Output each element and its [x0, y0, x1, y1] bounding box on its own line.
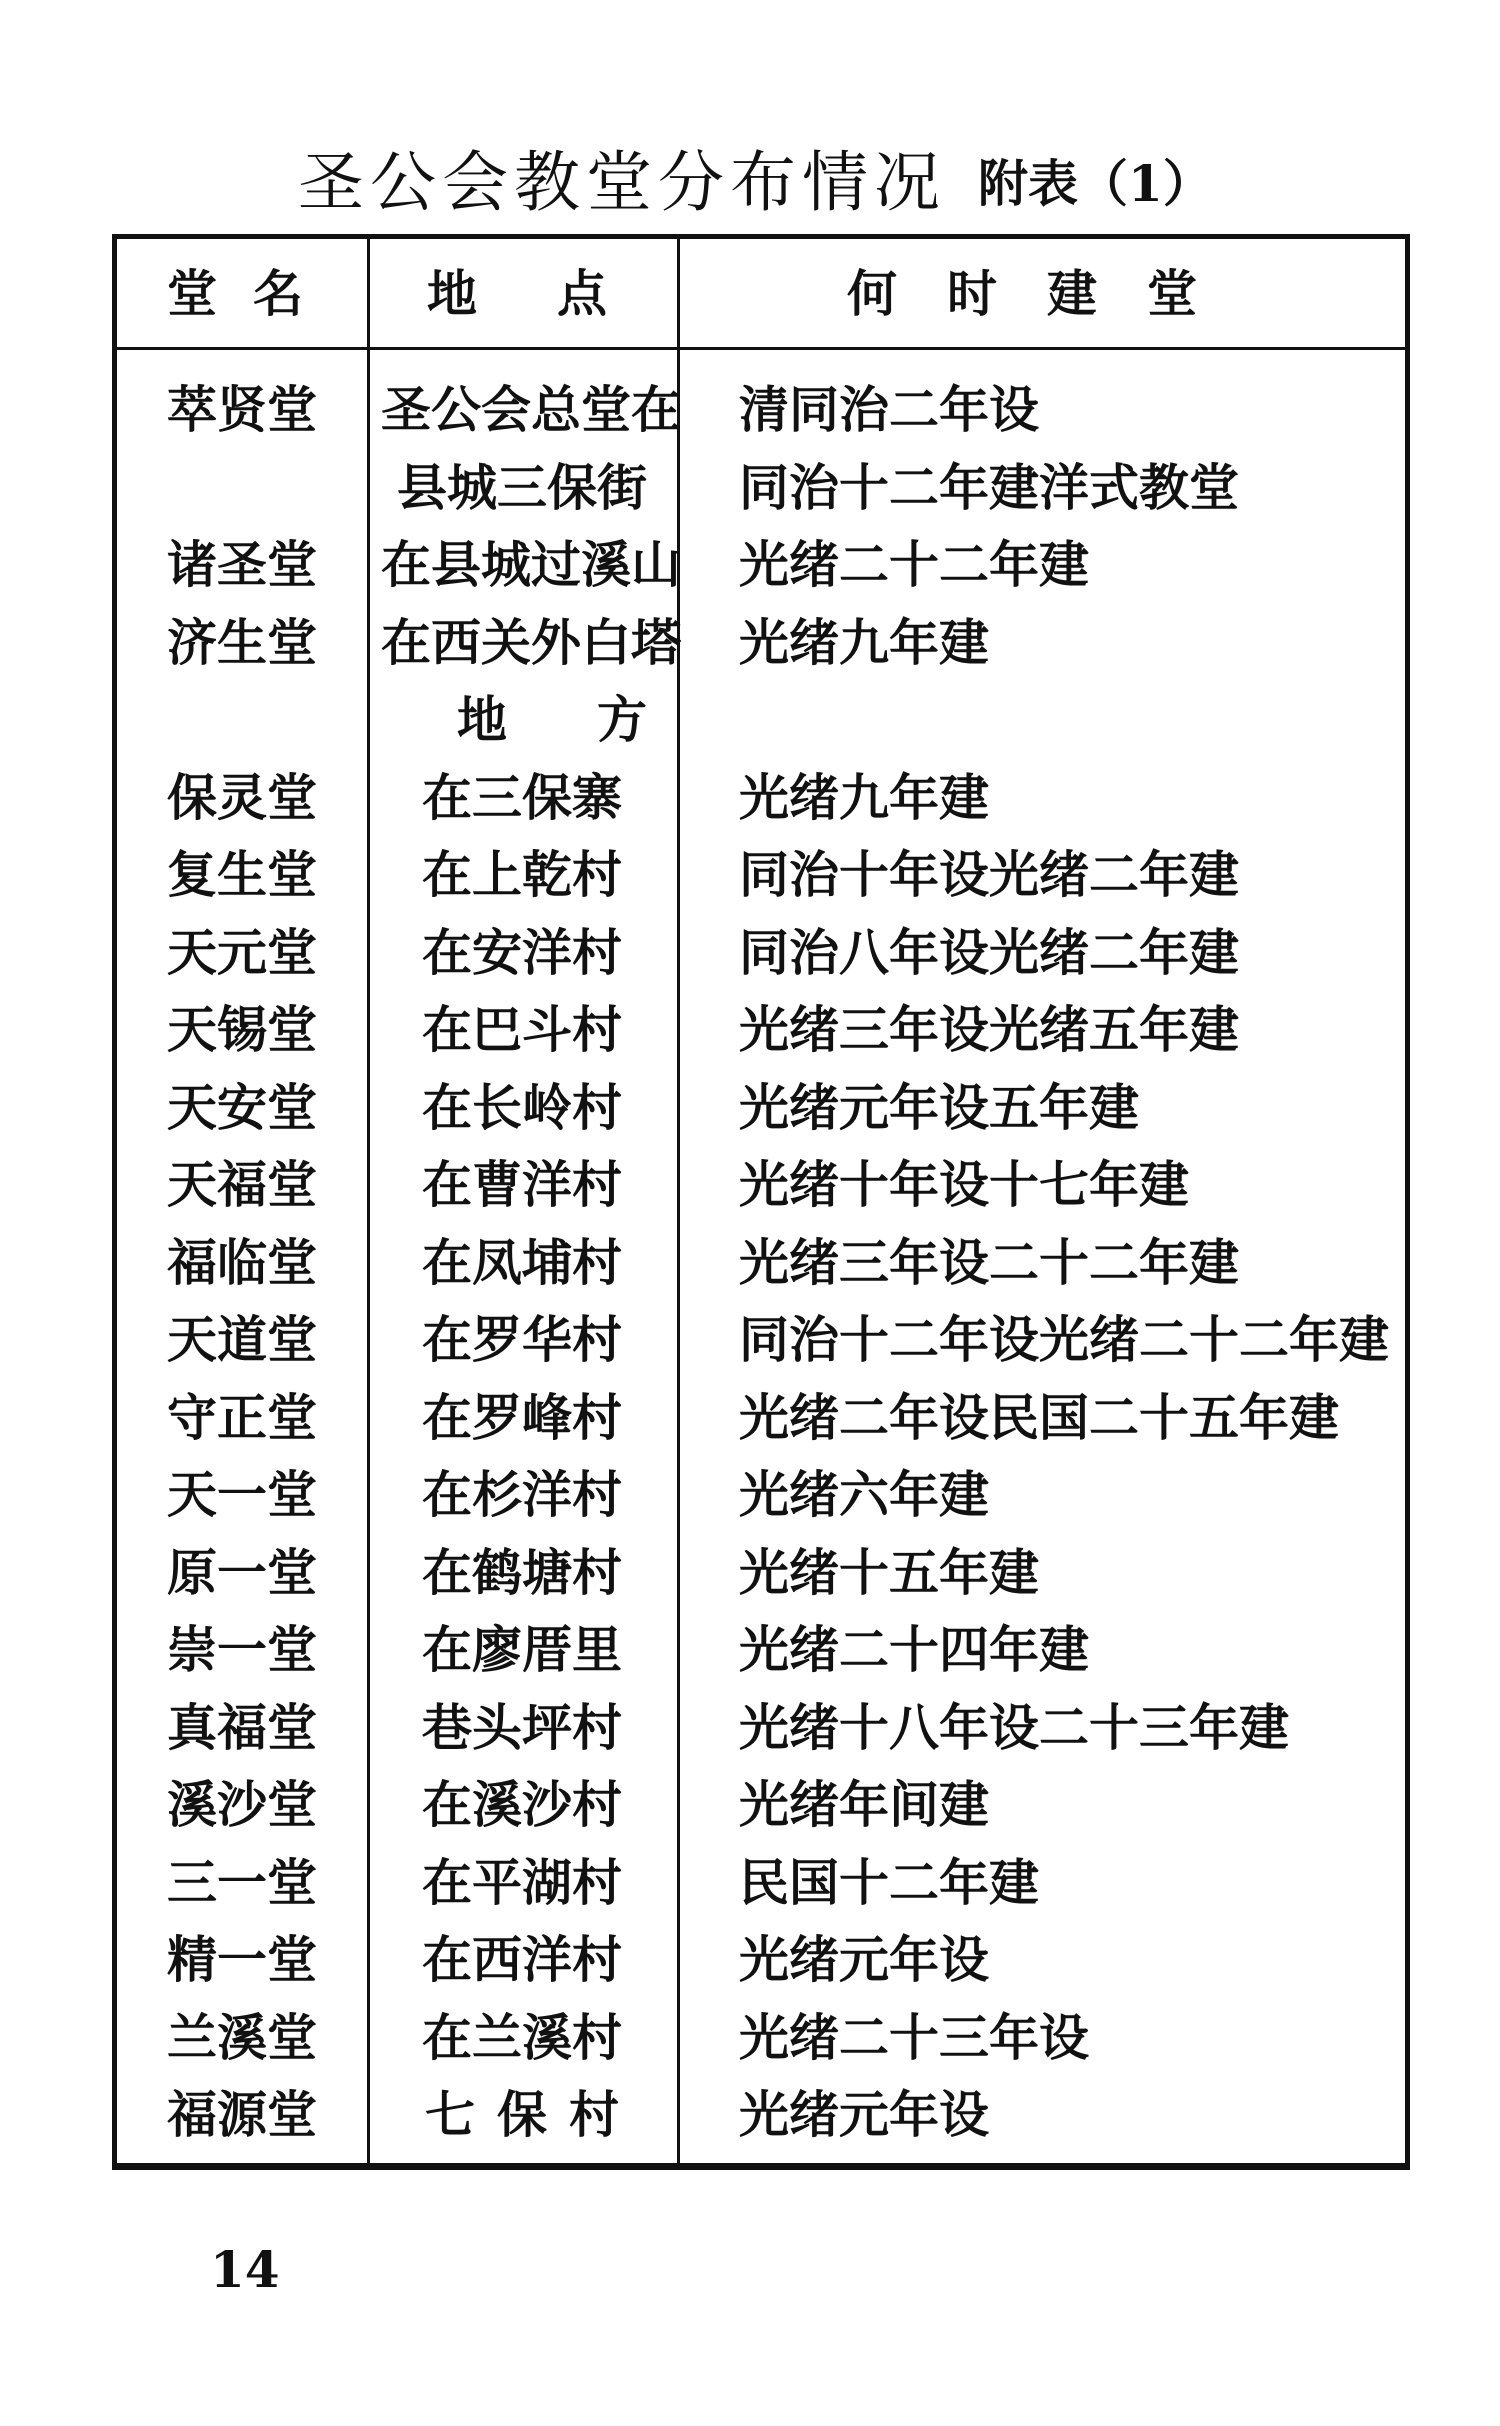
- table-row: [117, 604, 1405, 682]
- cell-name: 福源堂: [167, 2085, 317, 2144]
- cell-name: 三一堂: [167, 1852, 317, 1912]
- cell-location: 在县城过溪山: [381, 535, 681, 594]
- table-row: [117, 526, 1405, 604]
- table-label: 附表（1）: [978, 154, 1213, 213]
- cell-location: 在平湖村: [422, 1852, 622, 1912]
- cell-time: 光绪二十二年建: [739, 535, 1089, 594]
- column-header-name: 堂名: [167, 264, 339, 323]
- cell-location: 七保村: [425, 2085, 641, 2144]
- cell-name: 守正堂: [167, 1387, 317, 1447]
- table-row: [117, 1534, 1405, 1612]
- cell-name: 天道堂: [167, 1310, 317, 1369]
- table-row: [117, 371, 1405, 449]
- table-row: [117, 1224, 1405, 1302]
- cell-name: 天锡堂: [167, 1000, 317, 1059]
- cell-name: 溪沙堂: [167, 1775, 317, 1834]
- column-header-location: 地点: [427, 264, 687, 323]
- table-row: [117, 836, 1405, 914]
- title-area: [0, 138, 1500, 228]
- cell-name: 保灵堂: [167, 767, 317, 827]
- table-row: [117, 914, 1405, 992]
- cell-location: 地方: [457, 690, 737, 749]
- table-row: [117, 991, 1405, 1069]
- header-divider: [117, 347, 1405, 350]
- cell-time: 光绪三年设二十二年建: [739, 1232, 1239, 1292]
- cell-location: 县城三保街: [397, 457, 647, 517]
- cell-location: 巷头坪村: [422, 1697, 622, 1757]
- table-row: [117, 1689, 1405, 1767]
- cell-name: 萃贤堂: [167, 380, 317, 439]
- page-number: 14: [210, 2240, 280, 2299]
- church-table: [112, 234, 1410, 2170]
- table-row: [117, 1456, 1405, 1534]
- table-row: [117, 1069, 1405, 1147]
- cell-location: 在西关外白塔: [381, 612, 681, 672]
- cell-location: 在长岭村: [422, 1077, 622, 1137]
- table-row: [117, 759, 1405, 837]
- cell-location: 在杉洋村: [422, 1465, 622, 1524]
- cell-name: 天安堂: [167, 1077, 317, 1137]
- cell-location: 在罗华村: [422, 1310, 622, 1369]
- table-body: [117, 371, 1405, 2154]
- table-row: [117, 1146, 1405, 1224]
- cell-time: 光绪十年设十七年建: [739, 1155, 1189, 1214]
- cell-location: 圣公会总堂在: [381, 380, 681, 439]
- cell-name: 天福堂: [167, 1155, 317, 1214]
- cell-name: 天一堂: [167, 1465, 317, 1524]
- cell-time: 光绪十八年设二十三年建: [739, 1697, 1289, 1757]
- cell-location: 在西洋村: [422, 1930, 622, 1989]
- cell-location: 在溪沙村: [422, 1775, 622, 1834]
- cell-location: 在三保寨: [422, 767, 622, 827]
- cell-time: 清同治二年设: [739, 380, 1039, 439]
- cell-name: 天元堂: [167, 922, 317, 982]
- cell-time: 光绪九年建: [739, 612, 989, 672]
- table-row: [117, 1921, 1405, 1999]
- cell-time: 同治十年设光绪二年建: [739, 845, 1239, 904]
- cell-time: 光绪二十三年设: [739, 2007, 1089, 2067]
- cell-time: 同治十二年建洋式教堂: [739, 457, 1239, 517]
- cell-time: 光绪二年设民国二十五年建: [739, 1387, 1339, 1447]
- page-title: 圣公会教堂分布情况: [298, 144, 946, 221]
- cell-time: 光绪元年设: [739, 1930, 989, 1989]
- cell-time: 光绪二十四年建: [739, 1620, 1089, 1679]
- table-row: [117, 1766, 1405, 1844]
- cell-location: 在兰溪村: [422, 2007, 622, 2067]
- table-row: [117, 1611, 1405, 1689]
- cell-name: 诸圣堂: [167, 535, 317, 594]
- cell-time: 光绪十五年建: [739, 1542, 1039, 1602]
- table-row: [117, 449, 1405, 527]
- table-row: [117, 1301, 1405, 1379]
- table-row: [117, 1999, 1405, 2077]
- cell-time: [677, 681, 739, 759]
- cell-time: 光绪年间建: [739, 1775, 989, 1834]
- table-row: [117, 1844, 1405, 1922]
- cell-time: 同治十二年设光绪二十二年建: [739, 1310, 1389, 1369]
- cell-name: 福临堂: [167, 1232, 317, 1292]
- cell-location: 在鹤塘村: [422, 1542, 622, 1602]
- table-row: [117, 1379, 1405, 1457]
- table-row: [117, 2076, 1405, 2154]
- cell-name: 济生堂: [167, 612, 317, 672]
- cell-location: 在罗峰村: [422, 1387, 622, 1447]
- cell-location: 在凤埔村: [422, 1232, 622, 1292]
- cell-time: 光绪元年设: [739, 2085, 989, 2144]
- cell-location: 在曹洋村: [422, 1155, 622, 1214]
- table-row: [117, 681, 1405, 759]
- cell-time: 光绪九年建: [739, 767, 989, 827]
- cell-name: 真福堂: [167, 1697, 317, 1757]
- cell-name: [117, 449, 367, 527]
- cell-name: 复生堂: [167, 845, 317, 904]
- cell-location: 在安洋村: [422, 922, 622, 982]
- cell-name: [117, 681, 367, 759]
- cell-location: 在巴斗村: [422, 1000, 622, 1059]
- cell-location: 在廖厝里: [422, 1620, 622, 1679]
- cell-location: 在上乾村: [422, 845, 622, 904]
- cell-name: 精一堂: [167, 1930, 317, 1989]
- cell-name: 兰溪堂: [167, 2007, 317, 2067]
- cell-name: 原一堂: [167, 1542, 317, 1602]
- cell-name: 崇一堂: [167, 1620, 317, 1679]
- cell-time: 同治八年设光绪二年建: [739, 922, 1239, 982]
- cell-time: 光绪元年设五年建: [739, 1077, 1139, 1137]
- cell-time: 光绪三年设光绪五年建: [739, 1000, 1239, 1059]
- cell-time: 民国十二年建: [739, 1852, 1039, 1912]
- cell-time: 光绪六年建: [739, 1465, 989, 1524]
- column-header-time: 何时建堂: [847, 264, 1247, 323]
